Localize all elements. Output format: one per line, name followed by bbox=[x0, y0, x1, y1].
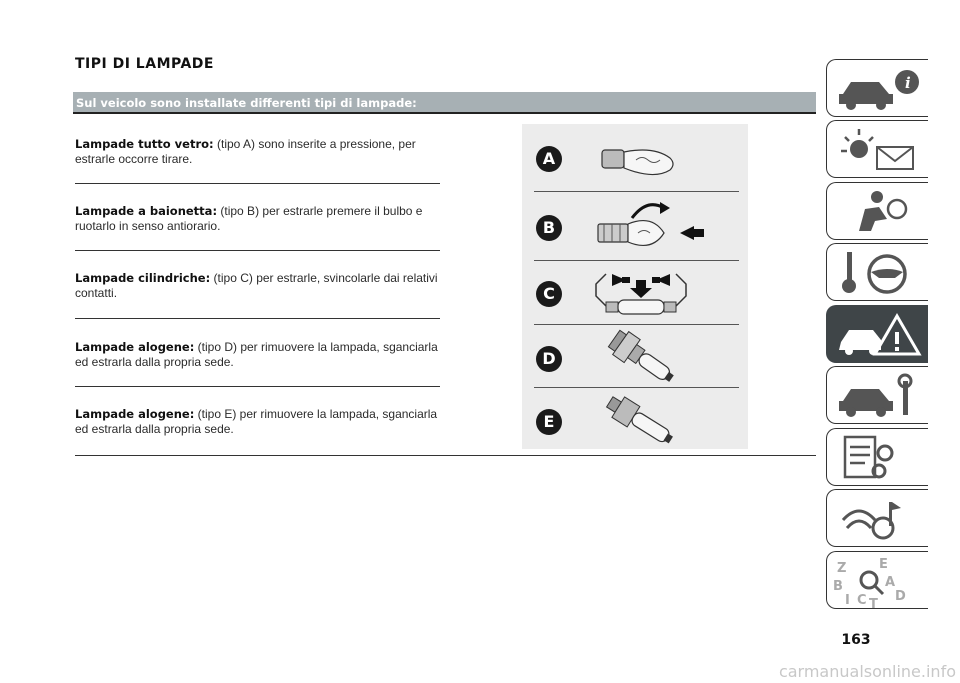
entry-text: (tipo E) per rimuovere la lampada, sganciarla ed estrarla dalla propria sede. bbox=[75, 407, 438, 436]
bottom-divider bbox=[75, 455, 816, 456]
figure-divider bbox=[534, 260, 739, 261]
entry-term: Lampade cilindriche: bbox=[75, 271, 211, 285]
divider bbox=[75, 183, 440, 184]
svg-text:B: B bbox=[833, 579, 843, 594]
tab-emergency[interactable] bbox=[826, 305, 928, 363]
tab-starting-driving[interactable] bbox=[826, 243, 928, 301]
entry-term: Lampade tutto vetro: bbox=[75, 137, 214, 151]
divider bbox=[75, 250, 440, 251]
svg-text:i: i bbox=[905, 74, 911, 92]
tab-index[interactable] bbox=[826, 551, 928, 612]
svg-text:C: C bbox=[857, 593, 867, 608]
lamp-types-figure bbox=[522, 124, 748, 449]
watermark-text: carmanualsonline.info bbox=[778, 662, 956, 681]
entry-type-c bbox=[75, 271, 440, 301]
entry-text: (tipo D) per rimuovere la lampada, sganciarla ed estrarla dalla propria sede. bbox=[75, 340, 438, 369]
document-gear-icon bbox=[835, 433, 925, 483]
cylindrical-bulb-icon bbox=[592, 266, 722, 326]
all-glass-bulb-icon bbox=[592, 138, 702, 182]
tab-maintenance[interactable] bbox=[826, 366, 928, 424]
halogen-bulb-e-icon bbox=[592, 394, 702, 450]
multimedia-music-icon bbox=[835, 494, 925, 544]
svg-text:T: T bbox=[869, 597, 878, 612]
key-steering-wheel-icon bbox=[835, 248, 925, 298]
entry-term: Lampade a baionetta: bbox=[75, 204, 218, 218]
tab-multimedia[interactable] bbox=[826, 489, 928, 547]
svg-text:E: E bbox=[879, 557, 888, 572]
halogen-bulb-d-icon bbox=[592, 330, 702, 388]
label-e-badge: E bbox=[536, 409, 562, 435]
entry-type-e bbox=[75, 407, 440, 437]
tab-car-info[interactable] bbox=[826, 59, 928, 117]
label-d-badge: D bbox=[536, 346, 562, 372]
svg-text:D: D bbox=[895, 589, 906, 604]
divider bbox=[75, 318, 440, 319]
bayonet-bulb-icon bbox=[592, 196, 722, 254]
entry-text: (tipo B) per estrarle premere il bulbo e ruotarlo in senso antiorario. bbox=[75, 204, 423, 233]
airbag-seat-icon bbox=[835, 187, 925, 237]
tab-safety[interactable] bbox=[826, 182, 928, 240]
label-c-badge: C bbox=[536, 281, 562, 307]
figure-divider bbox=[534, 324, 739, 325]
car-info-icon bbox=[835, 64, 925, 114]
car-emergency-triangle-icon bbox=[835, 310, 925, 360]
entry-term: Lampade alogene: bbox=[75, 407, 195, 421]
entry-text: (tipo A) sono inserite a pressione, per estrarle occorre tirare. bbox=[75, 137, 416, 166]
entry-term: Lampade alogene: bbox=[75, 340, 195, 354]
svg-text:I: I bbox=[845, 593, 850, 608]
tab-warning-lights[interactable] bbox=[826, 120, 928, 178]
alphabetical-index-icon bbox=[833, 556, 925, 612]
figure-divider bbox=[534, 191, 739, 192]
figure-divider bbox=[534, 387, 739, 388]
section-banner: Sul veicolo sono installate differenti tipi di lampade: bbox=[73, 92, 816, 114]
car-wrench-icon bbox=[835, 371, 925, 421]
divider bbox=[75, 386, 440, 387]
label-a-badge: A bbox=[536, 146, 562, 172]
tab-technical-data[interactable] bbox=[826, 428, 928, 486]
warning-lights-message-icon bbox=[835, 125, 925, 175]
page-title: TIPI DI LAMPADE bbox=[75, 56, 214, 72]
entry-text: (tipo C) per estrarle, svincolarle dai relativi contatti. bbox=[75, 271, 438, 300]
entry-type-a bbox=[75, 137, 440, 167]
label-b-badge: B bbox=[536, 215, 562, 241]
entry-type-b bbox=[75, 204, 440, 234]
svg-text:Z: Z bbox=[837, 561, 847, 576]
svg-text:A: A bbox=[885, 575, 896, 590]
page-number: 163 bbox=[841, 632, 871, 648]
entry-type-d bbox=[75, 340, 440, 370]
